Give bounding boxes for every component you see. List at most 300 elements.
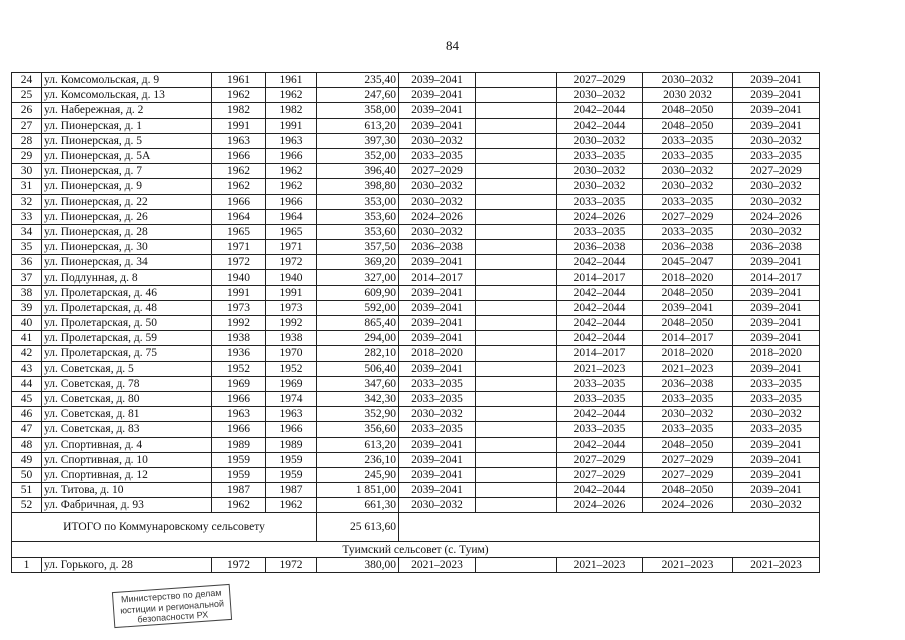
year-built-cell: 1963 — [212, 133, 266, 148]
year-built-cell: 1962 — [212, 88, 266, 103]
blank-cell — [476, 88, 557, 103]
table-row — [12, 452, 820, 467]
period-cell: 2033–2035 — [643, 133, 733, 148]
area-cell: 236,10 — [317, 452, 399, 467]
total-value: 25 613,60 — [317, 513, 399, 542]
year-cell: 1962 — [266, 164, 317, 179]
period-cell: 2039–2041 — [733, 483, 820, 498]
period-cell: 2048–2050 — [643, 437, 733, 452]
year-cell: 1966 — [266, 422, 317, 437]
period-cell: 2036–2038 — [643, 376, 733, 391]
area-cell: 282,10 — [317, 346, 399, 361]
row-number: 33 — [12, 209, 42, 224]
period-cell: 2039–2041 — [399, 285, 476, 300]
area-cell: 247,60 — [317, 88, 399, 103]
period-cell: 2027–2029 — [733, 164, 820, 179]
period-cell: 2039–2041 — [733, 73, 820, 88]
period-cell: 2039–2041 — [733, 118, 820, 133]
table-row — [12, 148, 820, 163]
period-cell: 2033–2035 — [399, 422, 476, 437]
period-cell: 2039–2041 — [733, 437, 820, 452]
blank-cell — [476, 437, 557, 452]
row-number: 47 — [12, 422, 42, 437]
address-cell: ул. Советская, д. 5 — [42, 361, 212, 376]
table-row — [12, 498, 820, 513]
period-cell: 2030–2032 — [733, 224, 820, 239]
period-cell: 2030–2032 — [399, 194, 476, 209]
period-cell: 2033–2035 — [643, 194, 733, 209]
row-number: 46 — [12, 407, 42, 422]
period-cell: 2021–2023 — [643, 361, 733, 376]
year-cell: 1965 — [266, 224, 317, 239]
area-cell: 397,30 — [317, 133, 399, 148]
period-cell: 2024–2026 — [399, 209, 476, 224]
period-cell: 2024–2026 — [557, 209, 643, 224]
address-cell: ул. Титова, д. 10 — [42, 483, 212, 498]
row-number: 35 — [12, 240, 42, 255]
period-cell: 2030–2032 — [733, 194, 820, 209]
blank-cell — [476, 285, 557, 300]
period-cell: 2033–2035 — [733, 422, 820, 437]
period-cell: 2018–2020 — [643, 270, 733, 285]
year-built-cell: 1961 — [212, 73, 266, 88]
period-cell: 2039–2041 — [733, 331, 820, 346]
period-cell: 2036–2038 — [643, 240, 733, 255]
area-cell: 245,90 — [317, 467, 399, 482]
address-cell: ул. Пионерская, д. 1 — [42, 118, 212, 133]
year-cell: 1959 — [266, 452, 317, 467]
table-row — [12, 255, 820, 270]
row-number: 40 — [12, 316, 42, 331]
row-number: 44 — [12, 376, 42, 391]
row-number: 29 — [12, 148, 42, 163]
period-cell: 2033–2035 — [557, 224, 643, 239]
year-built-cell: 1989 — [212, 437, 266, 452]
period-cell: 2039–2041 — [643, 300, 733, 315]
year-cell: 1974 — [266, 391, 317, 406]
year-cell: 1963 — [266, 133, 317, 148]
blank-cell — [476, 118, 557, 133]
area-cell: 398,80 — [317, 179, 399, 194]
row-number: 32 — [12, 194, 42, 209]
year-built-cell: 1991 — [212, 118, 266, 133]
period-cell: 2033–2035 — [557, 376, 643, 391]
year-built-cell: 1963 — [212, 407, 266, 422]
row-number: 31 — [12, 179, 42, 194]
year-cell: 1972 — [266, 255, 317, 270]
period-cell: 2014–2017 — [643, 331, 733, 346]
year-cell: 1992 — [266, 316, 317, 331]
row-number: 49 — [12, 452, 42, 467]
address-cell: ул. Пионерская, д. 34 — [42, 255, 212, 270]
area-cell: 327,00 — [317, 270, 399, 285]
row-number: 41 — [12, 331, 42, 346]
period-cell: 2039–2041 — [399, 316, 476, 331]
row-number: 52 — [12, 498, 42, 513]
area-cell: 609,90 — [317, 285, 399, 300]
period-cell: 2048–2050 — [643, 316, 733, 331]
year-built-cell: 1936 — [212, 346, 266, 361]
period-cell: 2039–2041 — [399, 483, 476, 498]
year-cell: 1971 — [266, 240, 317, 255]
period-cell: 2018–2020 — [733, 346, 820, 361]
blank-cell — [476, 376, 557, 391]
period-cell: 2030–2032 — [399, 498, 476, 513]
table-row — [12, 391, 820, 406]
blank-cell — [476, 270, 557, 285]
year-built-cell: 1952 — [212, 361, 266, 376]
address-cell: ул. Пионерская, д. 5А — [42, 148, 212, 163]
area-cell: 380,00 — [317, 557, 399, 572]
period-cell: 2042–2044 — [557, 255, 643, 270]
address-cell: ул. Набережная, д. 2 — [42, 103, 212, 118]
period-cell: 2027–2029 — [557, 73, 643, 88]
table-row — [12, 407, 820, 422]
year-cell: 1962 — [266, 498, 317, 513]
period-cell: 2027–2029 — [557, 452, 643, 467]
address-cell: ул. Пионерская, д. 28 — [42, 224, 212, 239]
row-number: 43 — [12, 361, 42, 376]
blank-cell — [476, 255, 557, 270]
year-cell: 1970 — [266, 346, 317, 361]
period-cell: 2021–2023 — [399, 557, 476, 572]
year-built-cell: 1959 — [212, 467, 266, 482]
period-cell: 2042–2044 — [557, 331, 643, 346]
period-cell: 2021–2023 — [643, 557, 733, 572]
address-cell: ул. Советская, д. 78 — [42, 376, 212, 391]
area-cell: 347,60 — [317, 376, 399, 391]
blank-cell — [476, 179, 557, 194]
period-cell: 2033–2035 — [399, 148, 476, 163]
year-built-cell: 1966 — [212, 148, 266, 163]
address-cell: ул. Спортивная, д. 4 — [42, 437, 212, 452]
table-row — [12, 376, 820, 391]
period-cell: 2018–2020 — [399, 346, 476, 361]
period-cell: 2021–2023 — [557, 361, 643, 376]
period-cell: 2014–2017 — [399, 270, 476, 285]
period-cell: 2039–2041 — [733, 255, 820, 270]
year-cell: 1962 — [266, 88, 317, 103]
year-built-cell: 1971 — [212, 240, 266, 255]
period-cell: 2039–2041 — [733, 285, 820, 300]
table-row — [12, 133, 820, 148]
blank-cell — [476, 133, 557, 148]
period-cell: 2042–2044 — [557, 118, 643, 133]
period-cell: 2030–2032 — [557, 88, 643, 103]
period-cell: 2039–2041 — [399, 452, 476, 467]
period-cell: 2048–2050 — [643, 285, 733, 300]
period-cell: 2048–2050 — [643, 103, 733, 118]
blank-cell — [476, 300, 557, 315]
table-row — [12, 240, 820, 255]
year-cell: 1966 — [266, 148, 317, 163]
year-cell: 1989 — [266, 437, 317, 452]
period-cell: 2036–2038 — [399, 240, 476, 255]
row-number: 28 — [12, 133, 42, 148]
period-cell: 2042–2044 — [557, 407, 643, 422]
row-number: 37 — [12, 270, 42, 285]
period-cell: 2030–2032 — [733, 407, 820, 422]
year-cell: 1982 — [266, 103, 317, 118]
area-cell: 353,60 — [317, 209, 399, 224]
address-cell: ул. Пролетарская, д. 75 — [42, 346, 212, 361]
address-cell: ул. Советская, д. 83 — [42, 422, 212, 437]
period-cell: 2027–2029 — [643, 452, 733, 467]
address-cell: ул. Пионерская, д. 9 — [42, 179, 212, 194]
period-cell: 2033–2035 — [557, 148, 643, 163]
period-cell: 2030 2032 — [643, 88, 733, 103]
period-cell: 2027–2029 — [557, 467, 643, 482]
blank-cell — [476, 346, 557, 361]
blank-cell — [476, 483, 557, 498]
year-cell: 1973 — [266, 300, 317, 315]
table-row — [12, 361, 820, 376]
period-cell: 2042–2044 — [557, 483, 643, 498]
blank-cell — [476, 224, 557, 239]
year-built-cell: 1982 — [212, 103, 266, 118]
row-number: 26 — [12, 103, 42, 118]
period-cell: 2033–2035 — [399, 376, 476, 391]
blank-cell — [476, 103, 557, 118]
housing-table — [11, 72, 820, 573]
year-built-cell: 1959 — [212, 452, 266, 467]
period-cell: 2039–2041 — [733, 361, 820, 376]
table-row — [12, 285, 820, 300]
year-built-cell: 1962 — [212, 179, 266, 194]
period-cell: 2030–2032 — [399, 179, 476, 194]
year-cell: 1952 — [266, 361, 317, 376]
period-cell: 2027–2029 — [399, 164, 476, 179]
table-row — [12, 422, 820, 437]
address-cell: ул. Пролетарская, д. 50 — [42, 316, 212, 331]
area-cell: 353,60 — [317, 224, 399, 239]
year-cell: 1962 — [266, 179, 317, 194]
table-row — [12, 300, 820, 315]
area-cell: 357,50 — [317, 240, 399, 255]
period-cell: 2027–2029 — [643, 467, 733, 482]
period-cell: 2042–2044 — [557, 300, 643, 315]
blank-cell — [476, 557, 557, 572]
period-cell: 2033–2035 — [399, 391, 476, 406]
area-cell: 369,20 — [317, 255, 399, 270]
address-cell: ул. Комсомольская, д. 13 — [42, 88, 212, 103]
address-cell: ул. Пролетарская, д. 48 — [42, 300, 212, 315]
area-cell: 613,20 — [317, 437, 399, 452]
address-cell: ул. Советская, д. 81 — [42, 407, 212, 422]
table-row — [12, 437, 820, 452]
row-number: 36 — [12, 255, 42, 270]
blank-cell — [476, 498, 557, 513]
period-cell: 2033–2035 — [643, 422, 733, 437]
total-label: ИТОГО по Коммунаровскому сельсовету — [12, 513, 317, 542]
period-cell: 2033–2035 — [557, 194, 643, 209]
period-cell: 2039–2041 — [733, 88, 820, 103]
year-cell: 1991 — [266, 118, 317, 133]
row-number: 50 — [12, 467, 42, 482]
area-cell: 506,40 — [317, 361, 399, 376]
period-cell: 2030–2032 — [643, 179, 733, 194]
period-cell: 2039–2041 — [399, 118, 476, 133]
year-built-cell: 1966 — [212, 422, 266, 437]
period-cell: 2014–2017 — [557, 270, 643, 285]
area-cell: 235,40 — [317, 73, 399, 88]
table-row — [12, 331, 820, 346]
table-row — [12, 483, 820, 498]
blank-cell — [476, 407, 557, 422]
table-row — [12, 467, 820, 482]
row-number: 1 — [12, 557, 42, 572]
period-cell: 2033–2035 — [643, 224, 733, 239]
blank-cell — [476, 391, 557, 406]
table-row — [12, 209, 820, 224]
year-built-cell: 1962 — [212, 164, 266, 179]
area-cell: 358,00 — [317, 103, 399, 118]
period-cell: 2033–2035 — [557, 391, 643, 406]
year-cell: 1987 — [266, 483, 317, 498]
table-row — [12, 346, 820, 361]
area-cell: 353,00 — [317, 194, 399, 209]
table-row — [12, 270, 820, 285]
table-row — [12, 73, 820, 88]
period-cell: 2030–2032 — [399, 407, 476, 422]
period-cell: 2030–2032 — [557, 179, 643, 194]
address-cell: ул. Пионерская, д. 7 — [42, 164, 212, 179]
period-cell: 2048–2050 — [643, 118, 733, 133]
address-cell: ул. Комсомольская, д. 9 — [42, 73, 212, 88]
period-cell: 2039–2041 — [399, 88, 476, 103]
period-cell: 2039–2041 — [733, 452, 820, 467]
period-cell: 2033–2035 — [557, 422, 643, 437]
blank-cell — [476, 209, 557, 224]
blank-cell — [399, 513, 820, 542]
address-cell: ул. Пролетарская, д. 46 — [42, 285, 212, 300]
row-number: 42 — [12, 346, 42, 361]
period-cell: 2033–2035 — [643, 391, 733, 406]
period-cell: 2030–2032 — [643, 407, 733, 422]
period-cell: 2021–2023 — [733, 557, 820, 572]
blank-cell — [476, 361, 557, 376]
year-cell: 1963 — [266, 407, 317, 422]
address-cell: ул. Пионерская, д. 5 — [42, 133, 212, 148]
address-cell: ул. Подлунная, д. 8 — [42, 270, 212, 285]
blank-cell — [476, 331, 557, 346]
table-row — [12, 164, 820, 179]
area-cell: 396,40 — [317, 164, 399, 179]
period-cell: 2030–2032 — [399, 133, 476, 148]
period-cell: 2039–2041 — [399, 437, 476, 452]
address-cell: ул. Пролетарская, д. 59 — [42, 331, 212, 346]
period-cell: 2014–2017 — [733, 270, 820, 285]
year-cell: 1972 — [266, 557, 317, 572]
period-cell: 2033–2035 — [733, 148, 820, 163]
year-cell: 1940 — [266, 270, 317, 285]
period-cell: 2030–2032 — [643, 164, 733, 179]
area-cell: 342,30 — [317, 391, 399, 406]
period-cell: 2039–2041 — [733, 103, 820, 118]
period-cell: 2024–2026 — [557, 498, 643, 513]
area-cell: 661,30 — [317, 498, 399, 513]
row-number: 45 — [12, 391, 42, 406]
address-cell: ул. Фабричная, д. 93 — [42, 498, 212, 513]
period-cell: 2039–2041 — [399, 300, 476, 315]
address-cell: ул. Спортивная, д. 12 — [42, 467, 212, 482]
blank-cell — [476, 422, 557, 437]
area-cell: 865,40 — [317, 316, 399, 331]
total-row — [12, 513, 820, 542]
year-built-cell: 1966 — [212, 194, 266, 209]
year-built-cell: 1940 — [212, 270, 266, 285]
period-cell: 2036–2038 — [733, 240, 820, 255]
area-cell: 1 851,00 — [317, 483, 399, 498]
year-built-cell: 1964 — [212, 209, 266, 224]
row-number: 30 — [12, 164, 42, 179]
area-cell: 356,60 — [317, 422, 399, 437]
table-row — [12, 103, 820, 118]
period-cell: 2030–2032 — [399, 224, 476, 239]
row-number: 38 — [12, 285, 42, 300]
year-cell: 1991 — [266, 285, 317, 300]
period-cell: 2039–2041 — [733, 316, 820, 331]
address-cell: ул. Пионерская, д. 22 — [42, 194, 212, 209]
area-cell: 352,90 — [317, 407, 399, 422]
section-title: Туимский сельсовет (с. Туим) — [12, 542, 820, 557]
period-cell: 2024–2026 — [643, 498, 733, 513]
address-cell: ул. Спортивная, д. 10 — [42, 452, 212, 467]
year-built-cell: 1972 — [212, 557, 266, 572]
period-cell: 2030–2032 — [733, 179, 820, 194]
period-cell: 2039–2041 — [399, 103, 476, 118]
year-built-cell: 1966 — [212, 391, 266, 406]
area-cell: 294,00 — [317, 331, 399, 346]
blank-cell — [476, 164, 557, 179]
period-cell: 2030–2032 — [733, 133, 820, 148]
year-cell: 1966 — [266, 194, 317, 209]
period-cell: 2033–2035 — [643, 148, 733, 163]
period-cell: 2039–2041 — [399, 73, 476, 88]
address-cell: ул. Пионерская, д. 26 — [42, 209, 212, 224]
period-cell: 2030–2032 — [733, 498, 820, 513]
period-cell: 2039–2041 — [399, 331, 476, 346]
area-cell: 592,00 — [317, 300, 399, 315]
period-cell: 2039–2041 — [733, 300, 820, 315]
table-row — [12, 118, 820, 133]
table-row — [12, 88, 820, 103]
row-number: 25 — [12, 88, 42, 103]
period-cell: 2014–2017 — [557, 346, 643, 361]
period-cell: 2042–2044 — [557, 103, 643, 118]
year-cell: 1964 — [266, 209, 317, 224]
blank-cell — [476, 240, 557, 255]
period-cell: 2042–2044 — [557, 316, 643, 331]
area-cell: 613,20 — [317, 118, 399, 133]
table-row — [12, 557, 820, 572]
address-cell: ул. Горького, д. 28 — [42, 557, 212, 572]
period-cell: 2030–2032 — [643, 73, 733, 88]
ministry-stamp: Министерство по делам юстиции и региональной безопасности РХ — [112, 584, 232, 628]
year-built-cell: 1972 — [212, 255, 266, 270]
period-cell: 2045–2047 — [643, 255, 733, 270]
blank-cell — [476, 316, 557, 331]
table-row — [12, 194, 820, 209]
row-number: 48 — [12, 437, 42, 452]
year-built-cell: 1991 — [212, 285, 266, 300]
period-cell: 2039–2041 — [399, 361, 476, 376]
period-cell: 2021–2023 — [557, 557, 643, 572]
period-cell: 2018–2020 — [643, 346, 733, 361]
year-cell: 1959 — [266, 467, 317, 482]
row-number: 24 — [12, 73, 42, 88]
period-cell: 2030–2032 — [557, 133, 643, 148]
